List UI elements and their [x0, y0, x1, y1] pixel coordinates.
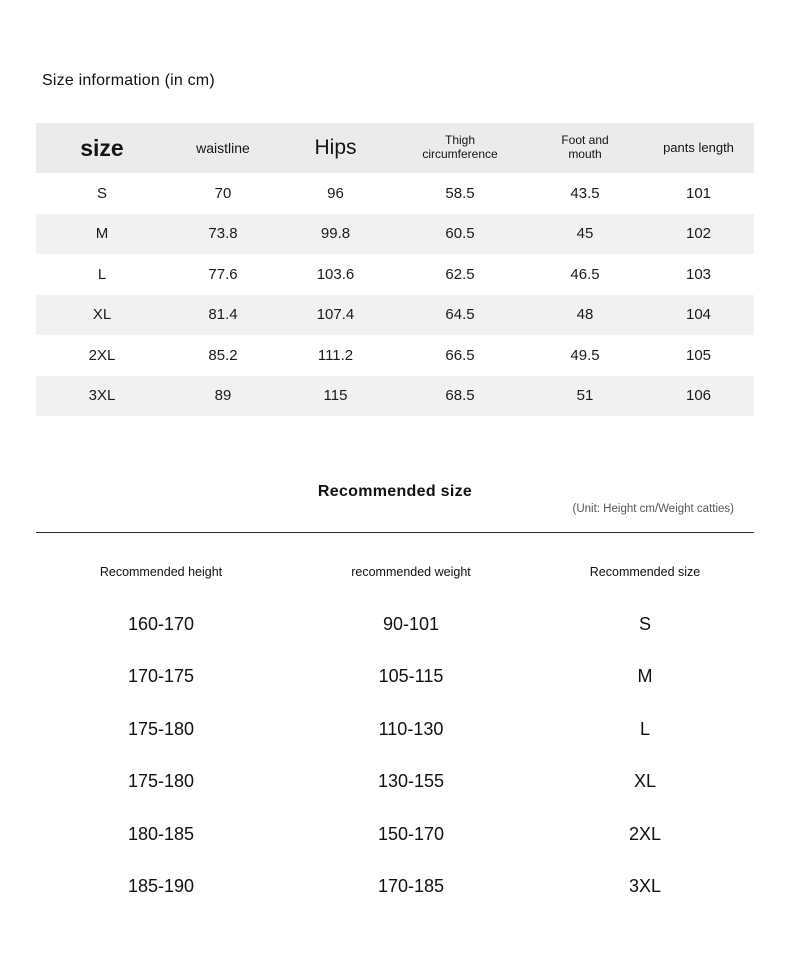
cell-foot: 43.5: [570, 184, 600, 202]
cell-waistline: 73.8: [208, 225, 238, 243]
table-row: [36, 651, 754, 704]
table-row: [36, 173, 754, 214]
cell-weight: 110-130: [378, 718, 444, 739]
cell-height: 180-185: [127, 823, 195, 844]
thigh-header-line-1: Thigh: [444, 133, 476, 148]
cell-size: L: [97, 265, 107, 283]
cell-waistline: 70: [214, 184, 232, 202]
cell-size: L: [639, 718, 650, 739]
cell-hips: 115: [323, 387, 348, 405]
recommended-table-body: [36, 598, 754, 913]
column-header-foot-and-mouth: [527, 123, 643, 173]
table-row: [36, 376, 754, 417]
cell-thigh: 62.5: [445, 265, 475, 283]
cell-waistline: 89: [214, 387, 232, 405]
table-row: [36, 254, 754, 295]
cell-thigh: 60.5: [445, 225, 475, 243]
cell-size: M: [637, 666, 653, 687]
table-row: [36, 756, 754, 809]
cell-waistline: 85.2: [208, 346, 238, 364]
cell-thigh: 58.5: [445, 184, 475, 202]
cell-hips: 107.4: [316, 306, 355, 324]
table-header-row: [36, 123, 754, 173]
column-header-pants-length: pants length: [663, 139, 734, 155]
cell-hips: 96: [327, 184, 344, 202]
table-row: [36, 295, 754, 336]
thigh-header-line-2: circumference: [422, 147, 498, 161]
cell-thigh: 66.5: [445, 346, 475, 364]
cell-foot: 49.5: [570, 346, 600, 364]
cell-size: 2XL: [88, 346, 116, 364]
cell-height: 175-180: [127, 718, 195, 739]
cell-thigh: 68.5: [445, 387, 475, 405]
column-header-recommended-weight: recommended weight: [351, 565, 471, 579]
cell-weight: 105-115: [378, 666, 444, 687]
cell-weight: 170-185: [377, 876, 445, 897]
size-info-title: Size information (in cm): [42, 72, 215, 89]
table-row: [36, 598, 754, 651]
cell-size: S: [96, 184, 107, 202]
cell-waistline: 81.4: [208, 306, 238, 324]
cell-weight: 150-170: [377, 823, 445, 844]
size-measurements-table: [36, 123, 754, 416]
table-row: [36, 808, 754, 861]
foot-header-line-1: Foot and: [561, 133, 609, 148]
cell-height: 170-175: [127, 666, 195, 687]
recommended-size-title: Recommended size: [317, 483, 473, 500]
cell-length: 101: [685, 184, 712, 202]
cell-length: 105: [685, 346, 712, 364]
cell-weight: 90-101: [382, 613, 440, 634]
column-header-recommended-height: Recommended height: [99, 565, 223, 579]
cell-height: 160-170: [127, 613, 195, 634]
cell-length: 106: [685, 387, 712, 405]
column-header-thigh-circumference: [393, 123, 527, 173]
cell-foot: 46.5: [570, 265, 600, 283]
cell-size: XL: [92, 306, 112, 324]
cell-weight: 130-155: [377, 771, 445, 792]
cell-length: 102: [685, 225, 712, 243]
recommended-size-table: [36, 546, 754, 913]
table-row: [36, 335, 754, 376]
cell-foot: 51: [576, 387, 594, 405]
recommended-unit-note: (Unit: Height cm/Weight catties): [572, 503, 734, 515]
column-header-hips: Hips: [314, 135, 357, 159]
cell-hips: 111.2: [317, 346, 354, 364]
cell-size: XL: [633, 771, 657, 792]
section-divider: [36, 532, 754, 533]
cell-size: 2XL: [628, 823, 662, 844]
cell-waistline: 77.6: [208, 265, 238, 283]
column-header-waistline: waistline: [196, 139, 250, 156]
table-row: [36, 703, 754, 756]
cell-length: 103: [685, 265, 712, 283]
cell-height: 185-190: [127, 876, 195, 897]
cell-size: 3XL: [88, 387, 116, 405]
recommended-table-header: [36, 546, 754, 598]
column-header-size: size: [80, 134, 124, 161]
cell-hips: 99.8: [320, 225, 351, 243]
size-table-body: [36, 173, 754, 416]
foot-header-line-2: mouth: [568, 147, 602, 161]
cell-size: 3XL: [628, 876, 662, 897]
cell-thigh: 64.5: [445, 306, 475, 324]
table-header-row: [36, 546, 754, 598]
size-table-header: [36, 123, 754, 173]
cell-size: S: [638, 613, 651, 634]
cell-hips: 103.6: [316, 265, 355, 283]
cell-size: M: [95, 225, 109, 243]
cell-height: 175-180: [127, 771, 195, 792]
table-row: [36, 861, 754, 914]
column-header-recommended-size: Recommended size: [589, 565, 701, 579]
cell-foot: 45: [576, 225, 594, 243]
cell-foot: 48: [576, 306, 594, 324]
table-row: [36, 214, 754, 255]
cell-length: 104: [685, 306, 712, 324]
